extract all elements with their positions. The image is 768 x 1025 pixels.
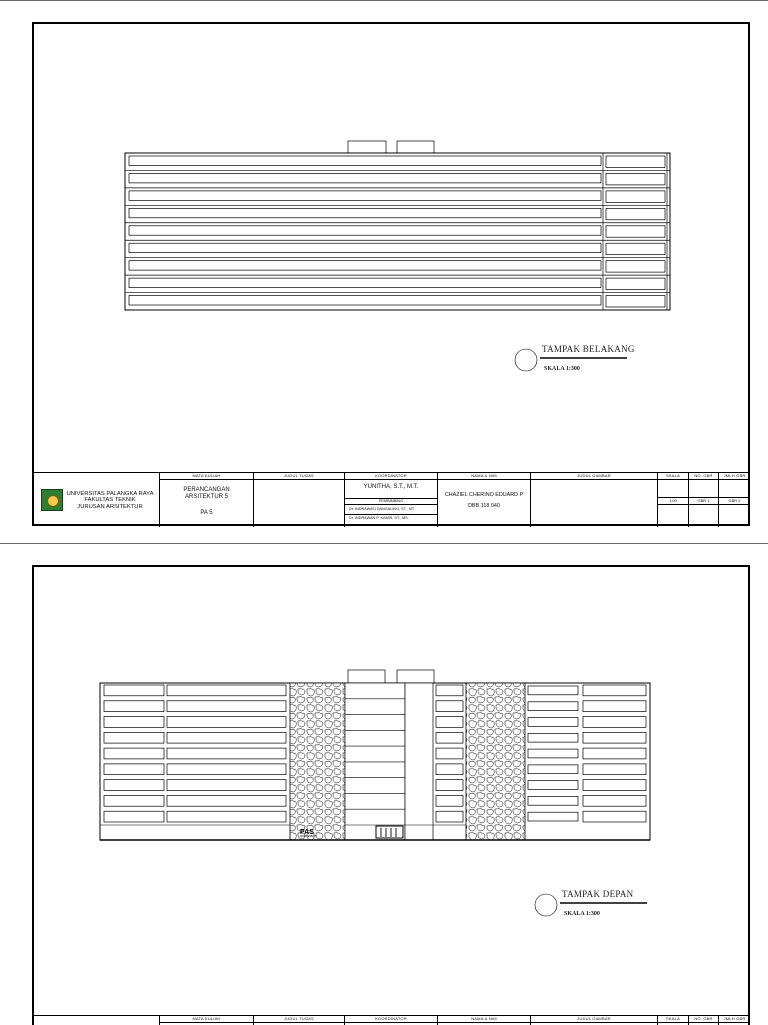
- window: [104, 780, 164, 791]
- ribbon-window: [129, 208, 601, 217]
- logo-emblem-icon: [47, 495, 59, 507]
- core-glazing: [345, 683, 405, 840]
- university-logo: [41, 489, 63, 511]
- side-window: [606, 173, 665, 184]
- side-window: [606, 226, 665, 237]
- window: [528, 718, 578, 727]
- window: [528, 686, 578, 695]
- tb-assignment-cell: [254, 473, 345, 527]
- window: [528, 812, 578, 821]
- window: [104, 717, 164, 728]
- window: [528, 781, 578, 790]
- entrance-door: [376, 826, 403, 838]
- side-window: [606, 278, 665, 289]
- window: [436, 811, 463, 822]
- window: [436, 748, 463, 759]
- window: [104, 795, 164, 806]
- divider: [719, 504, 750, 505]
- coordinator-name: YUNITHA, S.T., M.T.: [363, 484, 419, 490]
- student-id: DBB 118 040: [468, 503, 500, 509]
- window: [583, 795, 646, 806]
- roof-stair-block: [348, 141, 386, 153]
- front-elevation-drawing: [0, 544, 768, 1025]
- roof-stair-block: [397, 141, 434, 153]
- course-code: PA 5: [200, 510, 213, 516]
- window: [167, 701, 286, 712]
- tb-coordinator-cell: [345, 473, 438, 527]
- window: [104, 764, 164, 775]
- window: [583, 780, 646, 791]
- course-name-2: ARSITEKTUR 5: [184, 494, 228, 500]
- drawing-sheet-front: [0, 543, 768, 1025]
- window: [167, 811, 286, 822]
- view-title: TAMPAK BELAKANG: [542, 344, 635, 354]
- total-value: GBR 2: [728, 498, 741, 503]
- side-window: [606, 261, 665, 272]
- supervisor-1: Dr. INDRAWATI DANGALING, ST., MT.: [349, 507, 415, 511]
- rear-building-elevation: [125, 141, 670, 310]
- supervisor-2: Dr. INDRAWAN P. KAMIS, ST., MS.: [349, 516, 409, 520]
- window: [104, 748, 164, 759]
- front-building-elevation: [100, 670, 650, 840]
- window: [528, 765, 578, 774]
- sheet-no-header: NO. GBR: [689, 1016, 718, 1023]
- window: [583, 811, 646, 822]
- ribbon-window: [129, 156, 601, 165]
- window: [436, 685, 463, 696]
- window: [436, 732, 463, 743]
- window: [583, 764, 646, 775]
- coordinator-header: KOORDINATOR: [345, 1016, 437, 1023]
- ribbon-window: [129, 278, 601, 287]
- assignment-header: JUDUL TUGAS: [254, 1016, 344, 1023]
- view-title: TAMPAK DEPAN: [562, 889, 634, 899]
- side-window: [606, 156, 665, 167]
- core-glazing: [405, 683, 433, 840]
- window: [104, 811, 164, 822]
- tb-course-cell: [160, 473, 254, 527]
- drawing-title-header: JUDUL GAMBAR: [531, 1016, 657, 1023]
- ribbon-window: [129, 173, 601, 182]
- side-window: [606, 191, 665, 202]
- roof-stair-block: [348, 670, 385, 683]
- window: [528, 702, 578, 711]
- student-name: CHAZIEL CHERINO EDUARD P: [444, 492, 524, 498]
- sheet-no-header: NO. GBR: [689, 473, 718, 480]
- ribbon-window: [129, 191, 601, 200]
- window: [436, 717, 463, 728]
- course-name-1: PERANCANGAN: [183, 487, 230, 493]
- window: [583, 717, 646, 728]
- ribbon-window: [129, 243, 601, 252]
- window: [528, 749, 578, 758]
- faculty-name: FAKULTAS TEKNIK: [84, 497, 136, 504]
- drawing-title-header: JUDUL GAMBAR: [531, 473, 657, 480]
- signage-subtext: APARTEMENT: [300, 835, 317, 838]
- divider: [658, 504, 688, 505]
- window: [167, 717, 286, 728]
- window: [583, 732, 646, 743]
- view-scale: SKALA 1:300: [544, 366, 580, 372]
- window: [167, 780, 286, 791]
- window: [167, 764, 286, 775]
- window: [583, 701, 646, 712]
- window: [104, 701, 164, 712]
- total-header: JMLH GBR: [719, 473, 750, 480]
- coordinator-header: KOORDINATOR: [345, 473, 437, 480]
- window: [436, 795, 463, 806]
- window: [104, 685, 164, 696]
- ribbon-window: [129, 261, 601, 270]
- ribbon-window: [129, 296, 601, 305]
- stone-cladding-panel: [466, 683, 525, 840]
- view-scale: SKALA 1:300: [564, 911, 600, 917]
- signage-brand: PAS: [300, 829, 314, 836]
- scale-header: SKALA: [658, 473, 688, 480]
- view-marker-circle: [515, 349, 537, 371]
- window: [167, 732, 286, 743]
- window: [436, 764, 463, 775]
- window: [528, 733, 578, 742]
- ribbon-window: [129, 226, 601, 235]
- scale-value: 1:00: [669, 498, 677, 503]
- name-header: NAMA & NIM: [438, 473, 530, 480]
- roof-stair-block: [397, 670, 434, 683]
- tb-sheet-no-cell: [689, 473, 719, 527]
- supervisor-header: PEMBIMBING: [378, 499, 404, 503]
- window: [167, 685, 286, 696]
- department-name: JURUSAN ARSITEKTUR: [77, 503, 143, 510]
- assignment-header: JUDUL TUGAS: [254, 473, 344, 480]
- window: [583, 748, 646, 759]
- title-block: [32, 472, 750, 526]
- divider: [345, 504, 437, 505]
- course-header: MATA KULIAH: [160, 1016, 253, 1023]
- divider: [345, 514, 437, 515]
- window: [528, 796, 578, 805]
- side-window: [606, 296, 665, 307]
- course-header: MATA KULIAH: [160, 473, 253, 480]
- scale-header: SKALA: [658, 1016, 688, 1023]
- sheet-no-value: GBR 1: [697, 498, 710, 503]
- window: [436, 780, 463, 791]
- stone-cladding-panel: [290, 683, 345, 840]
- rear-elevation-drawing: [0, 1, 768, 543]
- window: [104, 732, 164, 743]
- divider: [689, 504, 718, 505]
- tb-total-cell: [719, 473, 750, 527]
- window: [167, 795, 286, 806]
- window: [436, 701, 463, 712]
- window: [583, 685, 646, 696]
- university-name: UNIVERSITAS PALANGKA RAYA: [66, 491, 154, 497]
- side-window: [606, 208, 665, 219]
- name-header: NAMA & NIM: [438, 1016, 530, 1023]
- tb-name-cell: [438, 473, 531, 527]
- tb-scale-cell: [658, 473, 689, 527]
- tb-drawing-title-cell: [531, 473, 658, 527]
- tb-university-cell: [32, 473, 160, 527]
- window: [167, 748, 286, 759]
- view-marker-circle: [535, 894, 557, 916]
- side-window: [606, 243, 665, 254]
- total-header: JMLH GBR: [719, 1016, 750, 1023]
